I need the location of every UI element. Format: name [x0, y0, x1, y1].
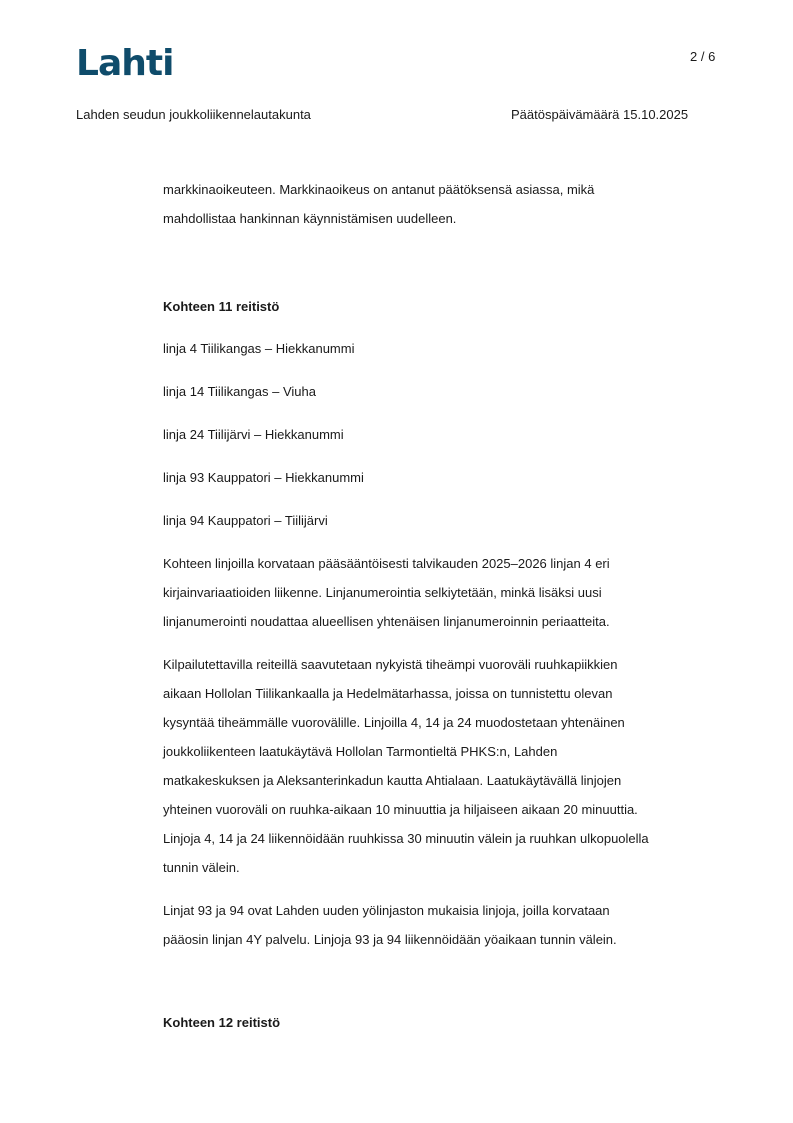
- route-list: [163, 339, 733, 554]
- text-line: Linjoja 4, 14 ja 24 liikennöidään ruuhkissa 30 minuutin välein ja ruuhkan ulkopuolella: [163, 831, 649, 846]
- text-line: Kilpailutettavilla reiteillä saavutetaan nykyistä tiheämpi vuoroväli ruuhkapiikkien: [163, 657, 618, 672]
- text-line: Kohteen linjoilla korvataan pääsääntöisesti talvikauden 2025–2026 linjan 4 eri: [163, 556, 610, 571]
- lahti-logo: Lahti: [76, 43, 174, 84]
- section-heading: Kohteen 12 reitistö: [163, 1015, 281, 1030]
- route-item: linja 94 Kauppatori – Tiilijärvi: [163, 513, 328, 528]
- decision-date: Päätöspäivämäärä 15.10.2025: [511, 107, 689, 122]
- document-body: [163, 180, 733, 1033]
- text-line: mahdollistaa hankinnan käynnistämisen uudelleen.: [163, 211, 457, 226]
- text-line: yhteinen vuoroväli on ruuhka-aikaan 10 minuuttia ja hiljaiseen aikaan 20 minuuttia.: [163, 802, 638, 817]
- page-number: 2 / 6: [690, 49, 716, 64]
- text-line: kysyntää tiheämmälle vuorovälille. Linjoilla 4, 14 ja 24 muodostetaan yhtenäinen: [163, 715, 625, 730]
- organization-name: Lahden seudun joukkoliikennelautakunta: [76, 107, 311, 122]
- text-line: markkinaoikeuteen. Markkinaoikeus on antanut päätöksensä asiassa, mikä: [163, 182, 595, 197]
- text-line: linjanumerointi noudattaa alueellisen yhtenäisen linjanumeroinnin periaatteita.: [163, 614, 610, 629]
- route-item: linja 4 Tiilikangas – Hiekkanummi: [163, 341, 355, 356]
- text-line: joukkoliikenteen laatukäytävä Hollolan Tarmontieltä PHKS:n, Lahden: [163, 744, 558, 759]
- intro-paragraph: [163, 180, 733, 238]
- route-item: linja 93 Kauppatori – Hiekkanummi: [163, 470, 364, 485]
- text-line: pääosin linjan 4Y palvelu. Linjoja 93 ja 94 liikennöidään yöaikaan tunnin välein.: [163, 932, 617, 947]
- text-line: matkakeskuksen ja Aleksanterinkadun kautta Ahtialaan. Laatukäytävällä linjojen: [163, 773, 622, 788]
- text-line: aikaan Hollolan Tiilikankaalla ja Hedelmätarhassa, joissa on tunnistettu olevan: [163, 686, 613, 701]
- paragraph: [163, 655, 733, 887]
- paragraph: [163, 554, 733, 641]
- route-item: linja 14 Tiilikangas – Viuha: [163, 384, 316, 399]
- text-line: Linjat 93 ja 94 ovat Lahden uuden yölinjaston mukaisia linjoja, joilla korvataan: [163, 903, 610, 918]
- paragraph: [163, 901, 733, 959]
- text-line: kirjainvariaatioiden liikenne. Linjanumerointia selkiytetään, minkä lisäksi uusi: [163, 585, 602, 600]
- route-item: linja 24 Tiilijärvi – Hiekkanummi: [163, 427, 344, 442]
- section-heading: Kohteen 11 reitistö: [163, 299, 280, 314]
- text-line: tunnin välein.: [163, 860, 240, 875]
